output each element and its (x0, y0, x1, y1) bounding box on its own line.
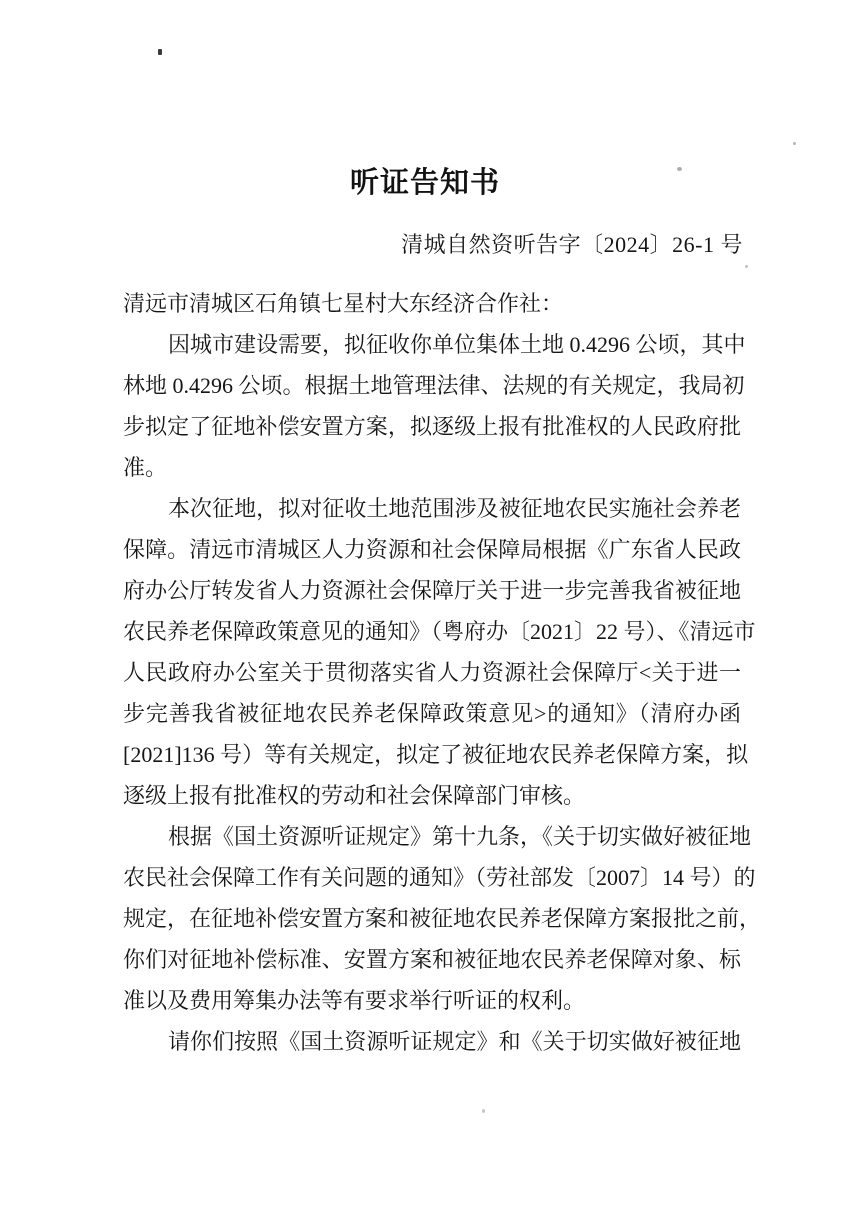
document-number: 清城自然资听告字〔2024〕26-1 号 (401, 232, 743, 257)
scan-artifact (793, 142, 796, 145)
paragraph-3-line-5: 准以及费用筹集办法等有要求举行听证的权利。 (123, 988, 586, 1013)
paragraph-2-line-6: 步完善我省被征地农民养老保障政策意见>的通知》（清府办函 (123, 701, 741, 726)
paragraph-1-line-4: 准。 (123, 455, 168, 480)
paragraph-1-line-3: 步拟定了征地补偿安置方案，拟逐级上报有批准权的人民政府批 (123, 414, 741, 439)
document-body (123, 283, 762, 1062)
paragraph-3-line-1: 根据《国土资源听证规定》第十九条，《关于切实做好被征地 (168, 824, 752, 849)
paragraph-1-line-1: 因城市建设需要，拟征收你单位集体土地 0.4296 公顷，其中 (168, 332, 746, 357)
paragraph-2-line-3: 府办公厅转发省人力资源社会保障厅关于进一步完善我省被征地 (123, 578, 741, 603)
paragraph-1-line-2: 林地 0.4296 公顷。根据土地管理法律、法规的有关规定，我局初 (123, 373, 745, 398)
document-title: 听证告知书 (349, 167, 500, 199)
paragraph-3-line-4: 你们对征地补偿标准、安置方案和被征地农民养老保障对象、标 (123, 947, 741, 972)
paragraph-2-line-5: 人民政府办公室关于贯彻落实省人力资源社会保障厅<关于进一 (123, 660, 741, 685)
scan-artifact (745, 265, 748, 268)
scan-artifact (158, 49, 162, 55)
addressee-line-1: 清远市清城区石角镇七星村大东经济合作社： (123, 291, 564, 316)
paragraph-2-line-8: 逐级上报有批准权的劳动和社会保障部门审核。 (123, 783, 586, 808)
paragraph-3-line-3: 规定，在征地补偿安置方案和被征地农民养老保障方案报批之前， (123, 906, 762, 931)
paragraph-3-line-2: 农民社会保障工作有关问题的通知》（劳社部发〔2007〕14 号）的 (123, 865, 756, 890)
paragraph-2-line-1: 本次征地，拟对征收土地范围涉及被征地农民实施社会养老 (168, 496, 741, 521)
paragraph-2-line-4: 农民养老保障政策意见的通知》（粤府办〔2021〕22 号）、《清远市 (123, 619, 756, 644)
paragraph-2-line-7: [2021]136 号）等有关规定，拟定了被征地农民养老保障方案，拟 (123, 742, 749, 767)
scan-artifact (482, 1109, 485, 1113)
paragraph-2-line-2: 保障。清远市清城区人力资源和社会保障局根据《广东省人民政 (123, 537, 741, 562)
paragraph-4-line-1: 请你们按照《国土资源听证规定》和《关于切实做好被征地 (168, 1029, 741, 1054)
